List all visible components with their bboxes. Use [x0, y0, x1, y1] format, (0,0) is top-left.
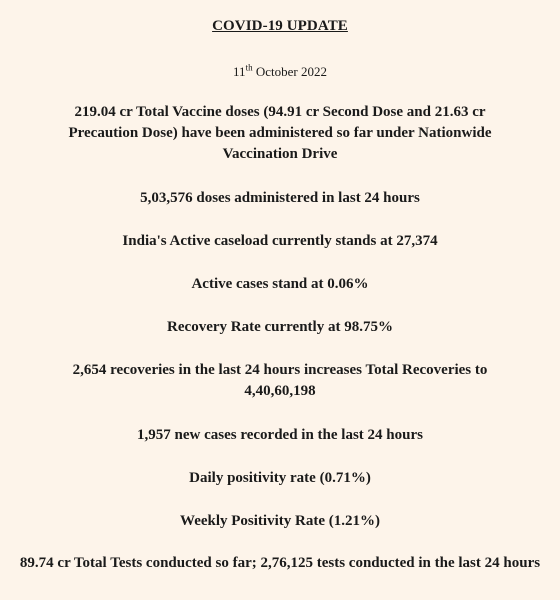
vaccine-doses-stat: 219.04 cr Total Vaccine doses (94.91 cr Second Dose and 21.63 cr Precaution Dose) have been administered so far under Nationwide Vaccination Drive [68, 104, 492, 162]
active-cases-percent-stat: Active cases stand at 0.06% [191, 276, 369, 292]
total-tests-stat: 89.74 cr Total Tests conducted so far; 2,76,125 tests conducted in the last 24 hours [19, 555, 541, 571]
active-caseload-stat: India's Active caseload currently stands at 27,374 [122, 233, 438, 249]
daily-positivity-stat: Daily positivity rate (0.71%) [189, 470, 371, 486]
date-suffix: th [245, 62, 253, 73]
bulletin-title: COVID-19 UPDATE [212, 18, 348, 34]
recovery-rate-stat: Recovery Rate currently at 98.75% [167, 319, 393, 335]
weekly-positivity-stat: Weekly Positivity Rate (1.21%) [180, 513, 380, 529]
date-month-year: October 2022 [252, 64, 327, 79]
recoveries-stat: 2,654 recoveries in the last 24 hours increases Total Recoveries to 4,40,60,198 [72, 362, 488, 399]
doses-last-24h-stat: 5,03,576 doses administered in last 24 hours [140, 190, 420, 206]
new-cases-stat: 1,957 new cases recorded in the last 24 hours [137, 427, 423, 443]
date-day: 11 [233, 64, 246, 79]
bulletin-date [0, 64, 560, 80]
